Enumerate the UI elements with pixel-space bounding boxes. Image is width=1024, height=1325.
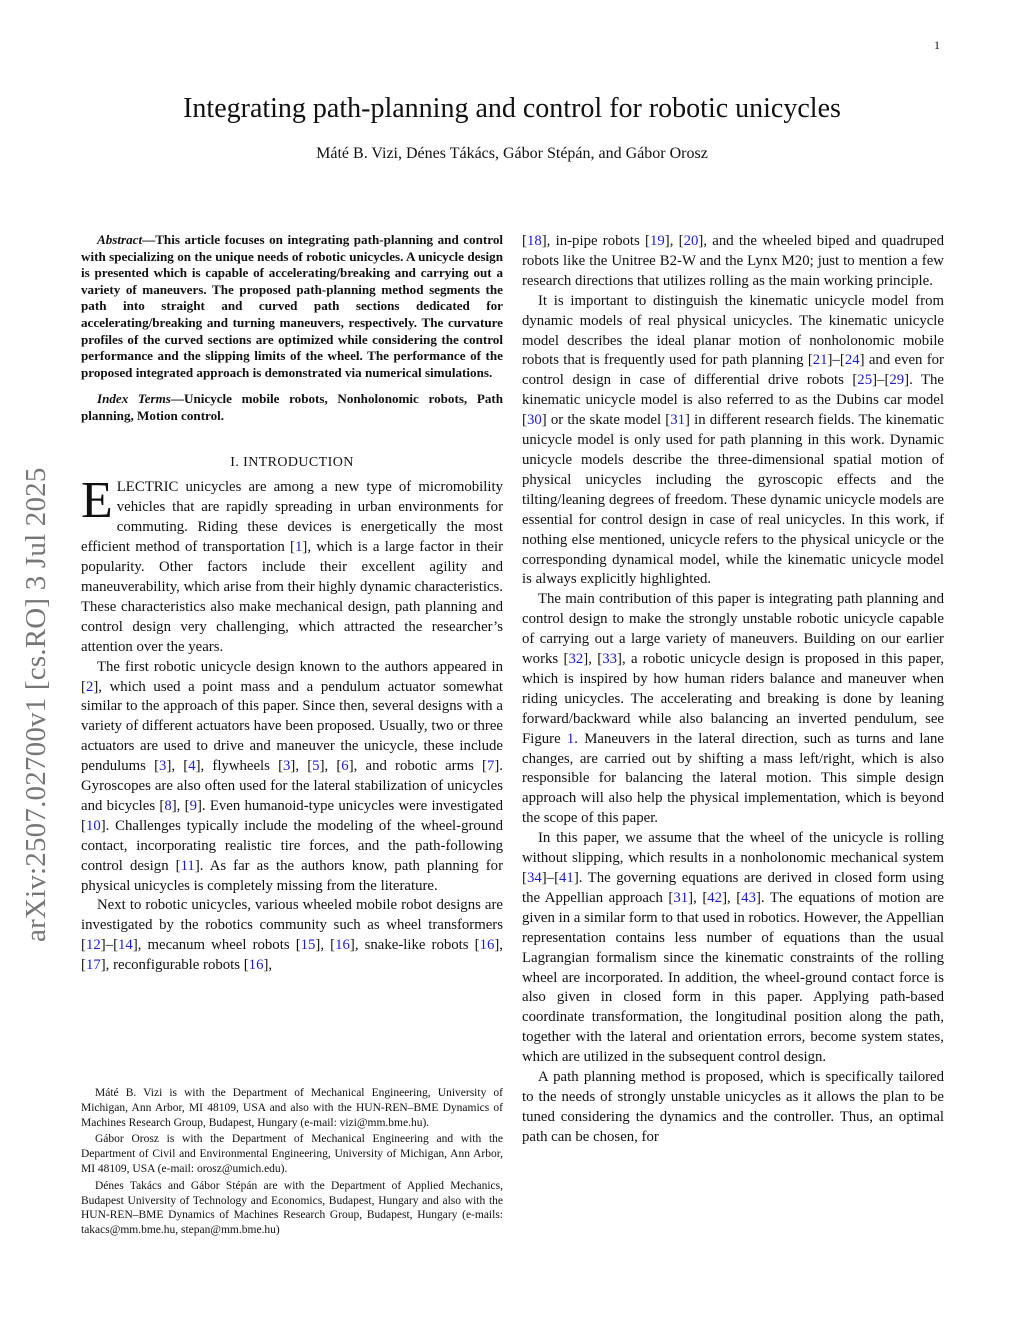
citation-link[interactable]: 15 (300, 937, 316, 954)
citation-link[interactable]: 12 (85, 937, 101, 954)
citation-link[interactable]: 19 (649, 233, 665, 249)
citation-link[interactable]: 33 (602, 651, 617, 668)
citation-link[interactable]: 17 (85, 957, 101, 974)
citation-link[interactable]: 25 (857, 372, 873, 389)
citation-link[interactable]: 31 (670, 412, 685, 429)
intro-paragraph: The first robotic unicycle design known to the authors appeared in [2], which used a point mass and a pendulum actuator somewhat similar to the approach of this paper. Since then, several designs with a variety of different actuators have been proposed. Usually, two or three actuators are used to drive and maneuver the unicycle, these include pendulums [3], [4], flywheels [3], [5], [6], and robotic arms [7]. Gyroscopes are also often used for the lateral stabilization of unicycles and bicycles [8], [9]. Even humanoid-type unicycles were investigated [10]. Challenges typically include the modeling of the wheel-ground contact, incorporating realistic tire forces, and the path-following control design [11]. As far as the authors know, path planning for physical unicycles is completely missing from the literature. (81, 658, 504, 894)
index-terms (81, 391, 503, 424)
intro-paragraph (81, 472, 503, 657)
section-heading: I. INTRODUCTION (230, 454, 354, 470)
citation-link[interactable]: 3 (283, 758, 291, 775)
footnote: Gábor Orosz is with the Department of Mechanical Engineering and with the Department of Civil and Environmental Engineering, University of Michigan, Ann Arbor, MI 48109, USA (e-mail: orosz@umich.edu). (81, 1133, 503, 1175)
citation-link[interactable]: 10 (85, 817, 101, 834)
right-column (522, 232, 944, 1148)
body-paragraph: [18], in-pipe robots [19], [20], and the wheeled biped and quadruped robots like the Unitree B2-W and the Lynx M20; just to mention a few research directions that utilizes rolling as the main working principle. (522, 233, 944, 289)
left-column (81, 232, 503, 976)
citation-link[interactable]: 2 (85, 678, 94, 695)
citation-link[interactable]: 1 (294, 539, 303, 556)
figure-link[interactable]: 1 (566, 730, 575, 747)
body-paragraph: The main contribution of this paper is integrating path planning and control design to make the strongly unstable robotic unicycle capable of carrying out a large variety of maneuvers. Building on our earlier works [32], [33], a robotic unicycle design is proposed in this paper, which is inspired by how human riders balance and maneuver when riding unicycles. The accelerating and breaking is done by leaning forward/backward while also balancing an inverted pendulum, see Figure 1. Maneuvers in the lateral direction, such as turns and lane changes, are carried out by shifting a mass left/right, which is also responsible for balancing the lateral motion. This simple design approach will also help the physical implementation, which is beyond the scope of this paper. (522, 591, 944, 827)
citation-link[interactable]: 29 (889, 372, 905, 389)
citation-link[interactable]: 11 (180, 857, 195, 874)
author-footnotes (81, 1086, 503, 1240)
citation-link[interactable]: 41 (559, 870, 574, 886)
citation-link[interactable]: 34 (526, 870, 542, 886)
citation-link[interactable]: 43 (741, 889, 756, 906)
citation-link[interactable]: 14 (118, 937, 133, 954)
citation-link[interactable]: 8 (164, 797, 172, 814)
citation-link[interactable]: 6 (341, 758, 349, 775)
citation-link[interactable]: 42 (707, 889, 723, 906)
citation-link[interactable]: 16 (479, 937, 495, 954)
intro-paragraph-text: LECTRIC unicycles are among a new type of micromobility vehicles that are rapidly spreading in urban environments for commuting. Riding these devices is energetically the most efficient method of transportation [1], which is a large factor in their popularity. Other factors include their excellent agility and maneuverability, which arise from their highly dynamic characteristics. These characteristics also make mechanical design, path planning and control design very challenging, which attracted the researcher’s attention over the years. (81, 479, 503, 655)
page-number: 1 (934, 38, 940, 52)
index-terms-label: Index Terms (97, 391, 171, 407)
citation-link[interactable]: 31 (673, 889, 689, 906)
citation-link[interactable]: 20 (683, 233, 699, 249)
citation-link[interactable]: 9 (189, 797, 197, 814)
index-terms-text: —Unicycle mobile robots, Nonholonomic robots, Path planning, Motion control. (81, 391, 504, 423)
footnote: Dénes Takács and Gábor Stépán are with the Department of Applied Mechanics, Budapest University of Technology and Economics, Budapest, Hungary and also with the HUN-REN–BME Dynamics of Machines Research Group, Budapest, Hungary (e-mails: takacs@mm.bme.hu, stepan@mm.bme.hu) (81, 1179, 503, 1237)
citation-link[interactable]: 24 (844, 352, 860, 369)
arxiv-stamp: arXiv:2507.02700v1 [cs.RO] 3 Jul 2025 (20, 467, 52, 942)
body-paragraph: In this paper, we assume that the wheel of the unicycle is rolling without slipping, which results in a nonholonomic mechanical system [34]–[41]. The governing equations are derived in closed form using the Appellian approach [31], [42], [43]. The equations of motion are given in a similar form to that used in robotics. However, the Appellian representation contains less number of equations than the usual Lagrangian formalism since the kinematic constraints of the rolling wheel are incorporated. In addition, the wheel-ground contact force is also given in closed form in this paper. Applying path-based coordinate transformation, the longitudinal position along the path, together with the lateral and orientation errors, become system states, which are utilized in the subsequent control design. (522, 830, 944, 1066)
citation-link[interactable]: 7 (486, 758, 495, 775)
body-paragraph: It is important to distinguish the kinematic unicycle model from dynamic models of real physical unicycles. The kinematic unicycle model describes the ideal planar motion of nonholonomic mobile robots that is frequently used for path planning [21]–[24] and even for control design in case of differential drive robots [25]–[29]. The kinematic unicycle model is also referred to as the Dubins car model [30] or the skate model [31] in different research fields. The kinematic unicycle model is only used for path planning in this work. Dynamic unicycle models describe the three-dimensional spatial motion of physical unicycles including the gyroscopic effects and the tilting/leaning degrees of freedom. These dynamic unicycle models are essential for control design in case of real unicycles. In this work, if nothing else mentioned, unicycle refers to the physical unicycle or the corresponding dynamical model, while the kinematic unicycle model is always explicitly highlighted. (522, 292, 945, 588)
citation-link[interactable]: 16 (248, 957, 264, 974)
citation-link[interactable]: 21 (812, 352, 828, 369)
citation-link[interactable]: 18 (526, 233, 542, 249)
dropcap: E (81, 472, 113, 530)
author-list: Máté B. Vizi, Dénes Tákács, Gábor Stépán, and Gábor Orosz (316, 145, 708, 162)
citation-link[interactable]: 5 (312, 758, 320, 775)
citation-link[interactable]: 30 (526, 412, 542, 429)
footnote: Máté B. Vizi is with the Department of Mechanical Engineering, University of Michigan, Ann Arbor, MI 48109, USA and also with the HUN-REN–BME Dynamics of Machines Research Group, Budapest, Hungary (e-mail: vizi@mm.bme.hu). (81, 1087, 503, 1129)
paper-title: Integrating path-planning and control for robotic unicycles (183, 93, 841, 124)
abstract-text: —This article focuses on integrating path-planning and control with specializing on the unique needs of robotic unicycles. A unicycle design is presented which is capable of accelerating/breaking and carrying out a variety of maneuvers. The proposed path-planning method segments the path into straight and curved path sections dedicated for accelerating/breaking and turning maneuvers, respectively. The curvature profiles of the curved sections are optimized while considering the control performance and the slipping limits of the wheel. The performance of the proposed integrated approach is demonstrated via numerical simulations. (81, 232, 503, 380)
body-paragraph: A path planning method is proposed, which is specifically tailored to the needs of strongly unstable unicycles as it allows the plan to be tuned considering the dynamics and the controller. Thus, an optimal path can be chosen, for (522, 1069, 944, 1145)
citation-link[interactable]: 4 (188, 758, 196, 775)
abstract-label: Abstract (97, 232, 143, 247)
citation-link[interactable]: 32 (568, 651, 584, 668)
citation-link[interactable]: 16 (335, 937, 350, 954)
citation-link[interactable]: 3 (159, 758, 167, 775)
intro-paragraph: Next to robotic unicycles, various wheeled mobile robot designs are investigated by the robotics community such as wheel transformers [12]–[14], mecanum wheel robots [15], [16], snake-like robots [16], [17], reconfigurable robots [16], (81, 897, 503, 974)
abstract (81, 232, 503, 381)
